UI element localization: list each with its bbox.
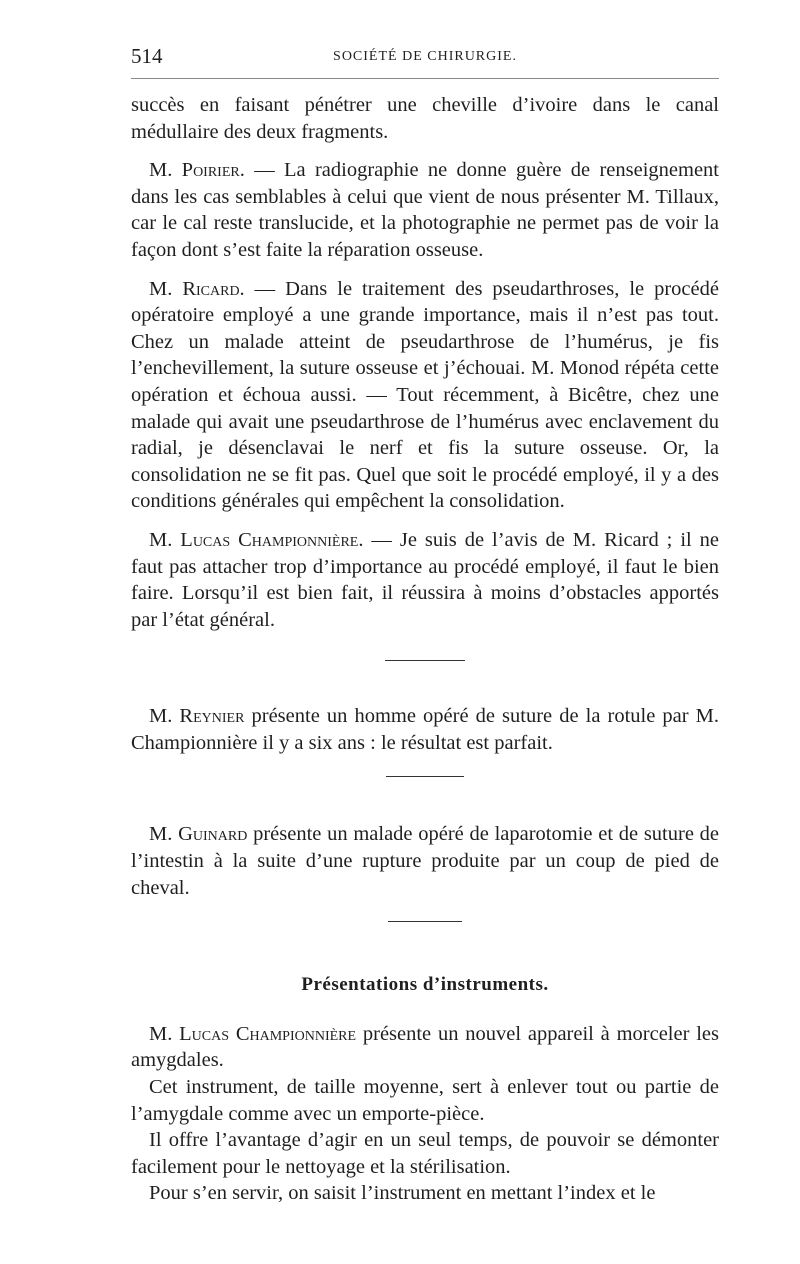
paragraph-instrument-usage: Pour s’en servir, on saisit l’instrument en mettant l’index et le xyxy=(149,1182,656,1205)
running-head xyxy=(131,44,719,74)
paragraph-text: — Je suis de l’avis de M. Ricard ; il ne faut pas attacher trop d’importance au procédé employé, il faut le bien faire. Lorsqu’il est bien fait, il réussira à moins d’obstacles apportés par l’état général. xyxy=(131,528,719,631)
paragraph-instrument-size: Cet instrument, de taille moyenne, sert à enlever tout ou partie de l’amygdale comme avec un emporte-pièce. xyxy=(131,1076,719,1125)
separator-rule xyxy=(386,776,464,777)
paragraph-reynier xyxy=(131,703,719,756)
paragraph-championniere xyxy=(131,527,719,633)
section-heading: Présentations d’instruments. xyxy=(301,974,549,996)
speaker-name: M. Lucas Championnière. xyxy=(149,528,364,551)
speaker-name: M. Reynier xyxy=(149,705,245,728)
paragraph-text: présente un homme opéré de suture de la rotule par M. Championnière il y a six ans : le résultat est parfait. xyxy=(131,705,720,754)
paragraph-text: présente un malade opéré de laparotomie et de suture de l’intestin à la suite d’une rupture produite par un coup de pied de cheval. xyxy=(131,823,719,899)
paragraph-text: — Dans le traitement des pseudarthroses, le procédé opératoire employé a une grande importance, mais il n’est pas tout. Chez un malade atteint de pseudarthrose de l’humérus, je fis l’enchevillement, la suture osseuse et j’échouai. M. Monod répéta cette opération et échoua aussi. — Tout récemment, à Bicêtre, chez une malade qui avait une pseudarthrose de l’humérus avec enclavement du radial, je désenclavai le nerf et fis la suture osseuse. Or, la consolidation ne se fit pas. Quel que soit le procédé employé, il y a des conditions générales qui empêchent la consolidation. xyxy=(131,277,719,513)
body-text xyxy=(131,92,719,1207)
paragraph-instrument-intro xyxy=(131,1021,719,1074)
paragraph-instrument-advantage: Il offre l’avantage d’agir en un seul temps, de pouvoir se démonter facilement pour le nettoyage et la stérilisation. xyxy=(131,1129,719,1178)
paragraph-text: — La radiographie ne donne guère de renseignement dans les cas semblables à celui que vient de nous présenter M. Tillaux, car le cal reste translucide, et la photographie ne permet pas de voir la façon dont s’est faite la réparation osseuse. xyxy=(131,159,720,261)
speaker-name: M. Poirier. xyxy=(149,159,245,182)
header-rule xyxy=(131,78,719,79)
speaker-name: M. Lucas Championnière xyxy=(149,1022,357,1045)
speaker-name: M. Ricard. xyxy=(149,277,245,300)
running-title: SOCIÉTÉ DE CHIRURGIE. xyxy=(333,49,517,64)
separator-rule xyxy=(388,921,462,922)
separator-rule xyxy=(385,660,465,661)
paragraph-continuation: succès en faisant pénétrer une cheville d’ivoire dans le canal médullaire des deux fragments. xyxy=(131,94,719,143)
page-number: 514 xyxy=(131,44,163,68)
paragraph-text: présente un nouvel appareil à morceler les amygdales. xyxy=(131,1022,719,1072)
speaker-name: M. Guinard xyxy=(149,823,248,846)
paragraph-ricard xyxy=(131,276,719,515)
paragraph-poirier xyxy=(131,157,719,263)
paragraph-guinard xyxy=(131,821,719,901)
